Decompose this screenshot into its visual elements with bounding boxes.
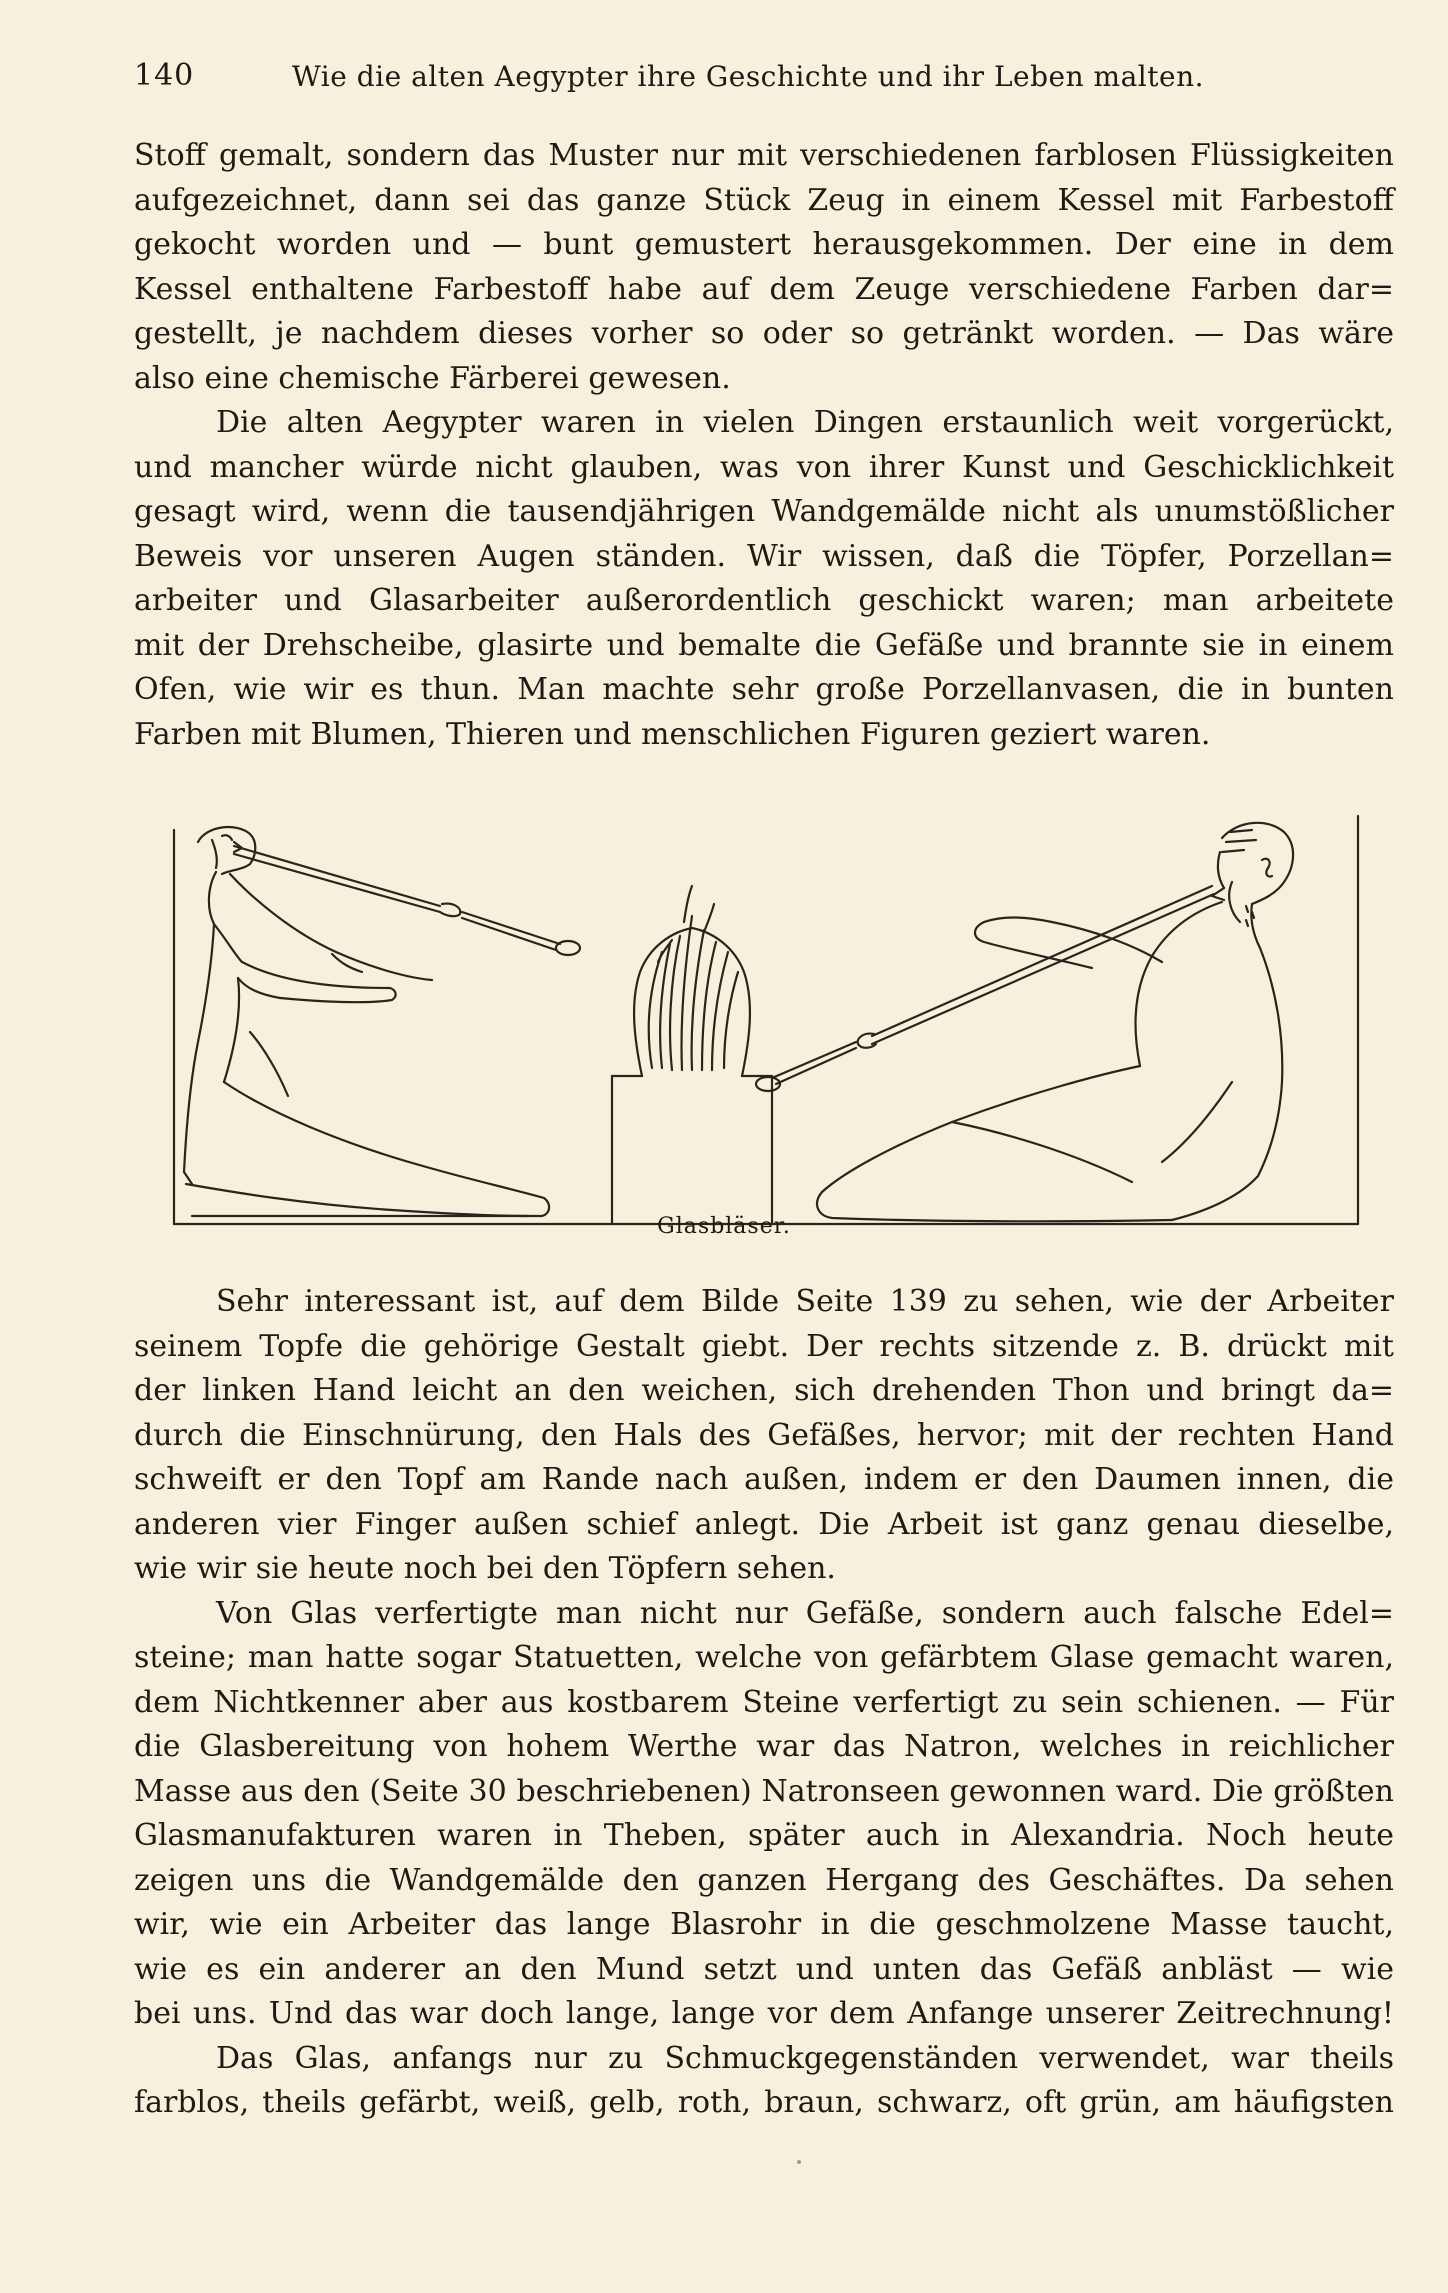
text-line: Die alten Aegypter waren in vielen Dingen erstaunlich weit vorgerückt,	[216, 405, 1394, 440]
text-line: Ofen, wie wir es thun. Man machte sehr große Porzellanvasen, die in bunten	[134, 672, 1394, 707]
figure-caption: Glasbläser.	[657, 1214, 791, 1239]
text-line: anderen vier Finger außen schief anlegt. Die Arbeit ist ganz genau dieselbe,	[134, 1506, 1394, 1542]
text-line: aufgezeichnet, dann sei das ganze Stück Zeug in einem Kessel mit Farbestoff	[134, 182, 1394, 218]
text-line: gestellt, je nachdem dieses vorher so oder so getränkt worden. — Das wäre	[134, 316, 1394, 351]
text-line: arbeiter und Glasarbeiter außerordentlich geschickt waren; man arbeitete	[134, 583, 1394, 618]
text-line: gesagt wird, wenn die tausendjährigen Wandgemälde nicht als unumstößlicher	[134, 494, 1394, 529]
text-line: steine; man hatte sogar Statuetten, welche von gefärbtem Glase gemacht waren,	[134, 1640, 1394, 1675]
left-glassblower-figure	[184, 827, 580, 1216]
glassblower-illustration	[172, 812, 1360, 1232]
page-header	[134, 58, 1234, 98]
paper-speck	[797, 2160, 801, 2164]
text-line: seinem Topfe die gehörige Gestalt giebt. Der rechts sitzende z. B. drückt mit	[134, 1328, 1394, 1364]
text-line: Beweis vor unseren Augen ständen. Wir wissen, daß die Töpfer, Porzellan=	[134, 538, 1394, 574]
text-line: gekocht worden und — bunt gemustert herausgekommen. Der eine in dem	[134, 227, 1394, 262]
text-line: farblos, theils gefärbt, weiß, gelb, roth, braun, schwarz, oft grün, am häufigsten	[134, 2085, 1394, 2120]
text-block-bottom	[134, 1280, 1394, 2126]
text-line: Masse aus den (Seite 30 beschriebenen) Natronseen gewonnen ward. Die größten	[134, 1773, 1394, 1809]
text-line: wir, wie ein Arbeiter das lange Blasrohr in die geschmolzene Masse taucht,	[134, 1907, 1394, 1942]
text-line: Farben mit Blumen, Thieren und menschlichen Figuren geziert waren.	[134, 716, 1211, 752]
text-line: schweift er den Topf am Rande nach außen, indem er den Daumen innen, die	[134, 1462, 1394, 1497]
text-line: durch die Einschnürung, den Hals des Gefäßes, hervor; mit der rechten Hand	[134, 1417, 1394, 1453]
text-line: Das Glas, anfangs nur zu Schmuckgegenständen verwendet, war theils	[216, 2040, 1394, 2076]
text-block-top	[134, 134, 1394, 757]
text-line: Stoff gemalt, sondern das Muster nur mit verschiedenen farblosen Flüssigkeiten	[134, 138, 1394, 173]
text-line: Sehr interessant ist, auf dem Bilde Seite 139 zu sehen, wie der Arbeiter	[216, 1284, 1394, 1319]
text-line: wie wir sie heute noch bei den Töpfern sehen.	[134, 1551, 836, 1586]
page-number: 140	[134, 58, 195, 93]
text-line: Kessel enthaltene Farbestoff habe auf dem Zeuge verschiedene Farben dar=	[134, 271, 1394, 307]
running-title: Wie die alten Aegypter ihre Geschichte und ihr Leben malten.	[292, 60, 1204, 93]
text-line: Glasmanufakturen waren in Theben, später auch in Alexandria. Noch heute	[134, 1818, 1394, 1853]
text-line: Von Glas verfertigte man nicht nur Gefäße, sondern auch falsche Edel=	[216, 1595, 1394, 1631]
text-line: und mancher würde nicht glauben, was von ihrer Kunst und Geschicklichkeit	[134, 449, 1394, 485]
right-glassblower-figure	[756, 823, 1293, 1222]
text-line: wie es ein anderer an den Mund setzt und unten das Gefäß anbläst — wie	[134, 1951, 1394, 1987]
furnace	[612, 886, 772, 1224]
text-line: der linken Hand leicht an den weichen, sich drehenden Thon und bringt da=	[134, 1373, 1394, 1408]
text-line: also eine chemische Färberei gewesen.	[134, 360, 731, 396]
text-line: dem Nichtkenner aber aus kostbarem Steine verfertigt zu sein schienen. — Für	[134, 1684, 1394, 1720]
text-line: mit der Drehscheibe, glasirte und bemalte die Gefäße und brannte sie in einem	[134, 627, 1394, 663]
text-line: zeigen uns die Wandgemälde den ganzen Hergang des Geschäftes. Da sehen	[134, 1862, 1394, 1898]
text-line: die Glasbereitung von hohem Werthe war das Natron, welches in reichlicher	[134, 1729, 1394, 1764]
text-line: bei uns. Und das war doch lange, lange vor dem Anfange unserer Zeitrechnung!	[134, 1996, 1394, 2031]
